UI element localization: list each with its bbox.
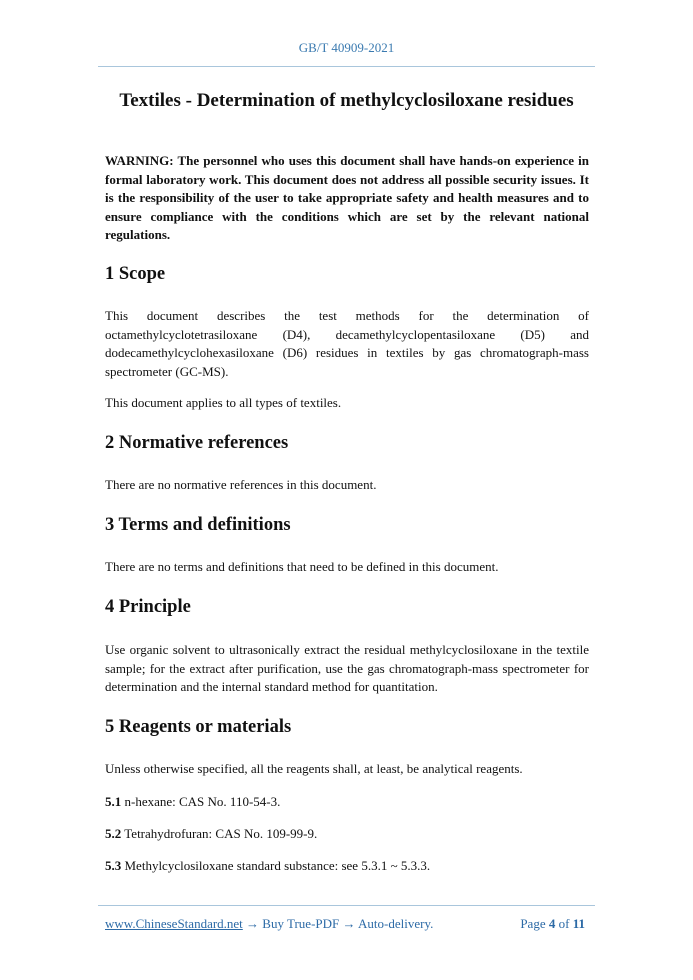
doc-number: GB/T 40909-2021 bbox=[298, 40, 395, 55]
item-text: Methylcyclosiloxane standard substance: see 5.3.1 ~ 5.3.3. bbox=[121, 858, 431, 873]
section-heading: 1 Scope bbox=[105, 264, 166, 284]
paragraph: There are no terms and definitions that need to be defined in this document. bbox=[105, 559, 499, 574]
paragraph: There are no normative references in this document. bbox=[105, 477, 377, 492]
document-title: Textiles - Determination of methylcyclosiloxane residues bbox=[119, 90, 574, 111]
paragraph: This document describes the test methods for the determination of octamethylcyclotetrasiloxane (D4), decamethylcyclopentasiloxane (D5) and dodecamethylcyclohexasiloxane (D6) residues in textiles by gas chromatograph-mass spectrometer (GC-MS). bbox=[105, 308, 589, 379]
list-item bbox=[105, 793, 589, 812]
item-number: 5.2 bbox=[105, 826, 122, 841]
website-link[interactable]: www.ChineseStandard.net bbox=[105, 916, 243, 931]
list-item bbox=[105, 825, 589, 844]
section-heading: 4 Principle bbox=[105, 597, 191, 617]
item-text: Tetrahydrofuran: CAS No. 109-99-9. bbox=[121, 826, 318, 841]
footer-text: → Buy True-PDF → Auto-delivery. bbox=[242, 916, 434, 931]
header-rule bbox=[98, 66, 595, 67]
paragraph: Use organic solvent to ultrasonically extract the residual methylcyclosiloxane in the textile sample; for the extract after purification, use the gas chromatograph-mass spectrometer for determination and the internal standard method for quantitation. bbox=[105, 642, 589, 694]
total-pages: 11 bbox=[572, 916, 585, 931]
item-number: 5.1 bbox=[105, 794, 122, 809]
list-item bbox=[105, 857, 589, 876]
item-number: 5.3 bbox=[105, 858, 122, 873]
page-indicator: Page 4 of 11 bbox=[520, 916, 585, 931]
section-heading: 2 Normative references bbox=[105, 433, 289, 453]
item-text: n-hexane: CAS No. 110-54-3. bbox=[121, 794, 281, 809]
footer bbox=[105, 916, 585, 932]
paragraph: Unless otherwise specified, all the reagents shall, at least, be analytical reagents. bbox=[105, 761, 523, 776]
section-heading: 3 Terms and definitions bbox=[105, 515, 291, 535]
warning-text: WARNING: The personnel who uses this document shall have hands-on experience in formal laboratory work. This document does not address all possible security issues. It is the responsibility of the user to take appropriate safety and health measures and to ensure compliance with the conditions which are set by the relevant national regulations. bbox=[105, 153, 589, 242]
footer-rule bbox=[98, 905, 595, 906]
current-page: 4 bbox=[548, 916, 556, 931]
paragraph: This document applies to all types of textiles. bbox=[105, 395, 342, 410]
section-heading: 5 Reagents or materials bbox=[105, 717, 292, 737]
